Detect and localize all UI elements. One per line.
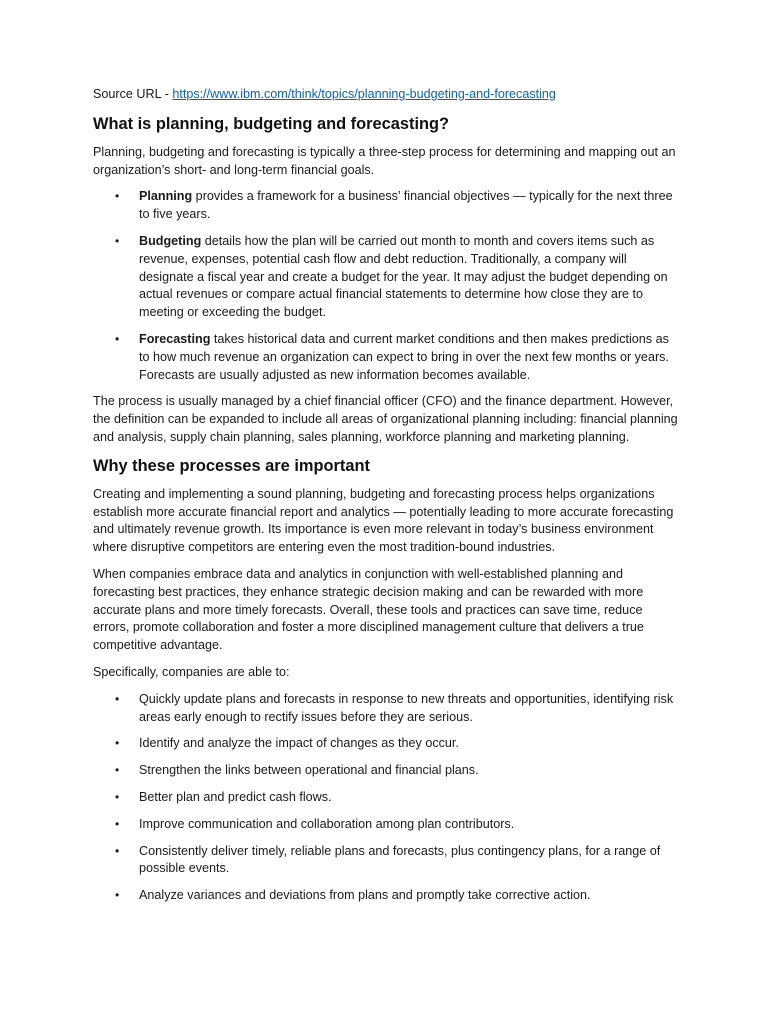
list-item-text: Identify and analyze the impact of changes as they occur. bbox=[139, 736, 459, 751]
bullet-icon: • bbox=[115, 189, 120, 204]
section2-bullet-list bbox=[93, 691, 678, 905]
bullet-icon: • bbox=[115, 816, 120, 831]
list-item bbox=[115, 887, 678, 905]
list-item bbox=[115, 735, 678, 753]
bullet-icon: • bbox=[115, 888, 120, 903]
list-item bbox=[115, 843, 678, 879]
document-page bbox=[93, 86, 678, 914]
list-item bbox=[115, 762, 678, 780]
list-item-forecasting bbox=[115, 331, 678, 384]
desc-forecasting: takes historical data and current market conditions and then makes predictions as to how much revenue an organization can expect to bring in over the next few months or years. Forecasts are usually adjusted as new information becomes available. bbox=[139, 331, 669, 382]
section2-para1: Creating and implementing a sound planning, budgeting and forecasting process helps organizations establish more accurate financial report and analytics — potentially leading to more accurate forecasting and ultimately revenue growth. Its importance is even more relevant in today’s business environment where disruptive competitors are entering even the most tradition-bound industries. bbox=[93, 486, 674, 555]
list-item-text: Consistently deliver timely, reliable plans and forecasts, plus contingency plans, for a range of possible events. bbox=[139, 843, 661, 876]
term-planning: Planning bbox=[139, 189, 193, 204]
section1-bullet-list bbox=[93, 188, 678, 384]
desc-budgeting: details how the plan will be carried out month to month and covers items such as revenue, expenses, potential cash flow and debt reduction. Traditionally, a company will designate a fiscal year and create a budget for the year. It may adjust the budget depending on actual revenues or compare actual financial statements to determine how close they are to meeting or exceeding the budget. bbox=[139, 233, 668, 320]
section1-closing: The process is usually managed by a chief financial officer (CFO) and the finance department. However, the definition can be expanded to include all areas of organizational planning including: financial planning and analysis, supply chain planning, sales planning, workforce planning and marketing planning. bbox=[93, 394, 678, 444]
list-item bbox=[115, 789, 678, 807]
list-item-planning bbox=[115, 188, 678, 224]
source-label: Source URL - bbox=[93, 87, 173, 101]
term-forecasting: Forecasting bbox=[139, 331, 211, 346]
list-item-text: Better plan and predict cash flows. bbox=[139, 789, 332, 804]
bullet-icon: • bbox=[115, 843, 120, 858]
list-item-text: Analyze variances and deviations from plans and promptly take corrective action. bbox=[139, 888, 591, 903]
bullet-icon: • bbox=[115, 736, 120, 751]
section2-lead: Specifically, companies are able to: bbox=[93, 664, 290, 679]
desc-planning: provides a framework for a business’ financial objectives — typically for the next three to five years. bbox=[139, 189, 673, 222]
bullet-icon: • bbox=[115, 789, 120, 804]
section2-para2: When companies embrace data and analytics in conjunction with well-established planning and forecasting best practices, they enhance strategic decision making and can be rewarded with more accurate plans and more timely forecasts. Overall, these tools and practices can save time, reduce errors, promote collaboration and foster a more disciplined management culture that delivers a true competitive advantage. bbox=[93, 566, 644, 653]
section1-intro: Planning, budgeting and forecasting is typically a three-step process for determining and mapping out an organization’s short- and long-term financial goals. bbox=[93, 144, 676, 177]
source-link[interactable]: https://www.ibm.com/think/topics/planning-budgeting-and-forecasting bbox=[172, 87, 556, 101]
bullet-icon: • bbox=[115, 691, 120, 706]
bullet-icon: • bbox=[115, 233, 120, 248]
list-item-budgeting bbox=[115, 233, 678, 322]
list-item-text: Strengthen the links between operational and financial plans. bbox=[139, 763, 479, 778]
source-line bbox=[93, 86, 678, 104]
list-item bbox=[115, 691, 678, 727]
term-budgeting: Budgeting bbox=[139, 233, 202, 248]
list-item-text: Quickly update plans and forecasts in response to new threats and opportunities, identifying risk areas early enough to rectify issues before they are serious. bbox=[139, 691, 674, 724]
section2-heading: Why these processes are important bbox=[93, 456, 370, 475]
section1-heading: What is planning, budgeting and forecasting? bbox=[93, 114, 450, 133]
list-item bbox=[115, 816, 678, 834]
bullet-icon: • bbox=[115, 331, 120, 346]
bullet-icon: • bbox=[115, 763, 120, 778]
list-item-text: Improve communication and collaboration among plan contributors. bbox=[139, 816, 515, 831]
